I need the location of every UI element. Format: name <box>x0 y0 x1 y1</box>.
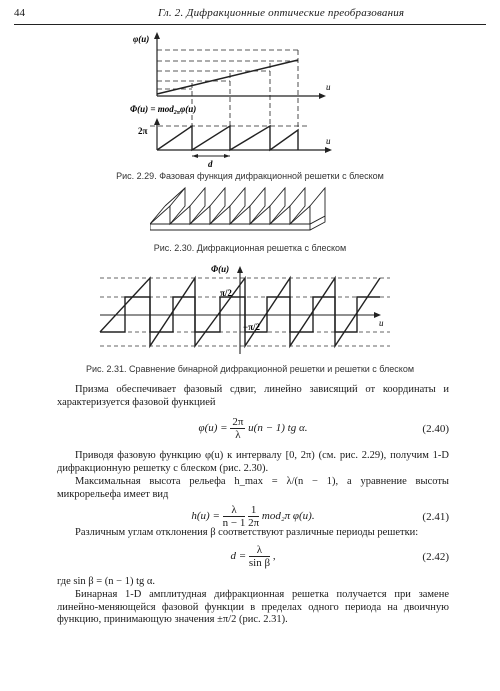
page-number: 44 <box>14 7 25 19</box>
Phi-axis-label: Φ(u) <box>211 264 230 274</box>
phi-linear-line <box>157 60 298 94</box>
equation-2-41: h(u) = $\frac{\lambda}{n - 1}$ $\frac{1}{2\pi}$ mod₂π φ(u). (2.41) <box>191 504 449 529</box>
u-label-top: u <box>326 82 331 92</box>
paragraph-reduction: Приводя фазовую функцию φ(u) к интервалу [0, 2π) (см. рис. 2.29), получим 1-D дифракционную решетку с блеском (рис. 2.30). <box>57 450 449 474</box>
paragraph-angles: Различным углам отклонения β соответствуют различные периоды решетки: <box>75 527 419 538</box>
mod-label: Φ(u) = mod$_{2\pi}$φ(u) <box>130 104 197 116</box>
figure-2-31 <box>95 262 395 360</box>
two-pi-label: 2π <box>138 126 148 136</box>
figure-2-30 <box>150 186 350 238</box>
equation-2-40: φ(u) = $\frac{2\pi}{\lambda}$ u(n − 1) tg α. (2.40) <box>198 416 449 441</box>
phi-y-arrow <box>154 32 160 39</box>
caption-2-29: Рис. 2.29. Фазовая функция дифракционной решетки с блеском <box>116 171 384 181</box>
pi-half-label: π/2 <box>220 288 232 298</box>
running-header <box>14 6 486 25</box>
u-axis-label: u <box>379 318 384 328</box>
paragraph-prism: Призма обеспечивает фазовый сдвиг, линейно зависящий от координаты и характеризуется фазовой функцией <box>57 384 449 408</box>
sawtooth-line <box>157 126 298 150</box>
period-d-label: d <box>208 159 213 169</box>
u-label-bottom: u <box>326 136 331 146</box>
minus-pi-half-label: −π/2 <box>243 322 261 332</box>
chapter-title: Гл. 2. Дифракционные оптические преобразования <box>158 7 405 19</box>
paragraph-sin: где sin β = (n − 1) tg α. <box>57 576 156 587</box>
equation-2-42: d = $\frac{\lambda}{\text{sin β}}$ , (2.42) <box>230 544 449 569</box>
caption-2-30: Рис. 2.30. Дифракционная решетка с блеском <box>153 243 347 253</box>
phi-label: φ(u) <box>133 34 150 44</box>
paragraph-relief: Максимальная высота рельефа h_max = λ/(n − 1), а уравнение высоты микрорельефа имеет вид <box>57 476 449 500</box>
figure-2-29 <box>130 30 370 170</box>
paragraph-binary: Бинарная 1-D амплитудная дифракционная решетка получается при замене линейно-меняющейся фазовой функции в пределах одного периода на двоичную функцию, принимающую значения ±π/2 (рис. 2.31). <box>57 589 449 625</box>
caption-2-31: Рис. 2.31. Сравнение бинарной дифракционной решетки и решетки с блеском <box>85 364 415 374</box>
